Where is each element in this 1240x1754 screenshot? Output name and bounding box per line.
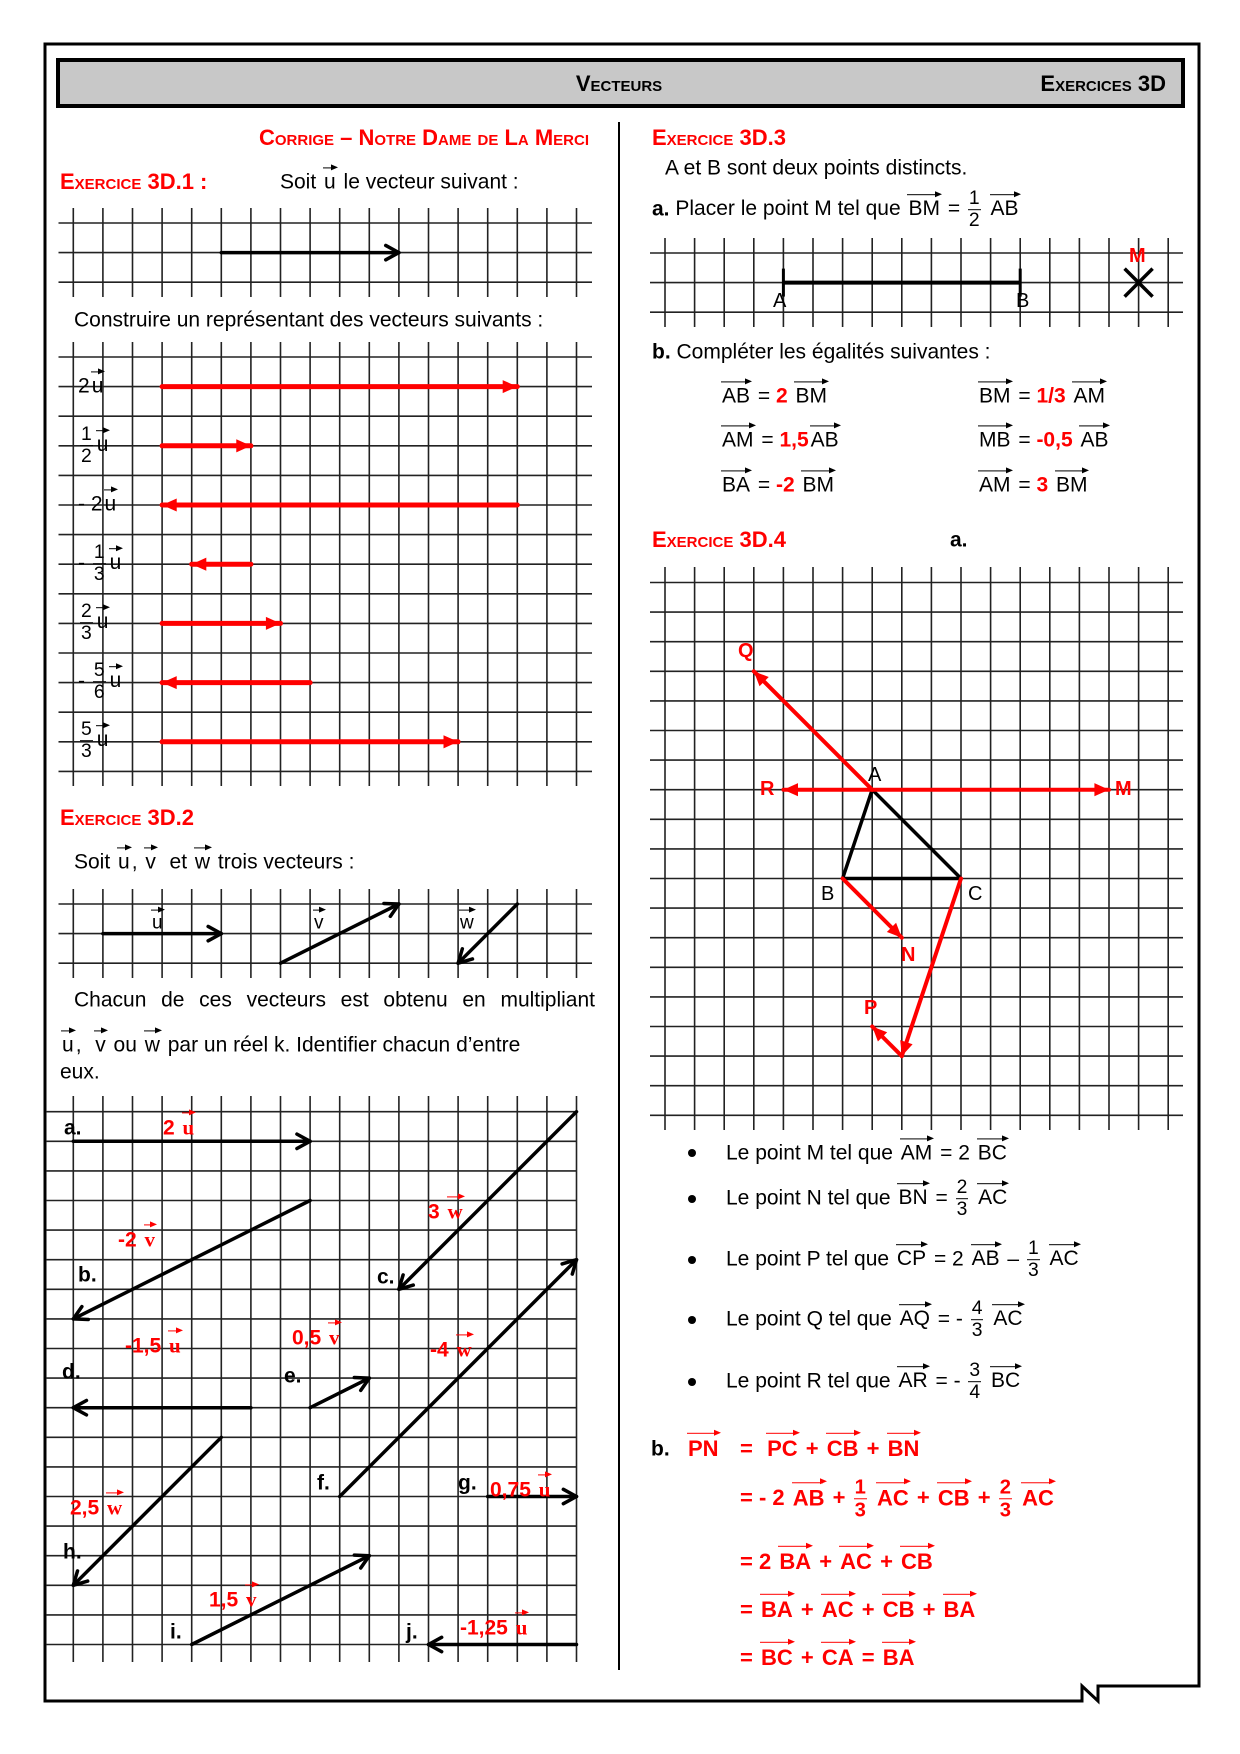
answer-label [125,1333,183,1358]
bullet-item [726,1178,1009,1220]
vector-label: BM [908,197,940,221]
point-p-label: P [864,997,878,1019]
derivation-line [740,1549,935,1575]
vector-label: u [62,1033,74,1057]
text: Le point Q tel que [726,1307,898,1331]
numerator: 1 [81,424,92,446]
text: + [860,1435,886,1461]
text: + [873,1548,900,1574]
vector-label: AB [1080,428,1109,452]
equality [977,383,1107,408]
numerator: 5 [93,660,105,682]
denominator: 3 [81,741,92,763]
question-a-text [669,188,1021,232]
numerator: 1 [1027,1238,1039,1260]
answer-value: -2 [775,473,795,497]
vector-label: u [538,1477,551,1502]
answer-label [490,1477,552,1502]
text: + [794,1596,820,1622]
construction-arrow-head [266,617,281,630]
point-b-label: B [1016,290,1030,312]
text: + [971,1484,997,1510]
answer-coefficient: -1,5 [125,1334,162,1358]
vector-label: v [95,1033,106,1057]
vector-label: CB [882,1596,915,1622]
vector-label: AM [722,428,754,452]
answer-coefficient: 3 [428,1200,440,1224]
vector-label: BC [991,1369,1021,1393]
numerator: 2 [956,1177,968,1199]
text: = 2 [928,1247,970,1271]
text: Le point R tel que [726,1369,897,1393]
answer-letter: j. [406,1620,418,1644]
answer-coefficient: 1,5 [209,1588,239,1612]
vector-label: u [109,551,122,575]
vector-label: u [109,669,122,693]
text: = - [931,1307,969,1331]
vector-label: w [194,850,211,874]
ex2-title: Exercice 3D.2 [60,804,194,830]
text: Le point N tel que [726,1186,897,1210]
equality [977,427,1110,452]
text: trois vecteurs : [212,850,355,874]
bullet-icon [688,1316,696,1324]
bullet-icon [688,1256,696,1264]
text: + [855,1596,881,1622]
denominator: 3 [81,623,92,645]
ex1-instruction: Construire un représentant des vecteurs suivants : [74,308,544,332]
answer-label [428,1199,465,1224]
answer-value: -0,5 [1036,428,1073,452]
text: = - [929,1369,967,1393]
ex1-intro [280,169,519,194]
vector-label: v [144,1227,156,1252]
vector-label: BM [795,384,827,408]
fraction [956,1178,969,1220]
question-a-label: a. [652,197,670,221]
vector-label: v [145,850,156,874]
answer-label [430,1337,474,1362]
vector-label: u [515,1615,528,1640]
corrige-heading: Corrige – Notre Dame de La Merci [258,124,589,150]
ex1-row-label [78,491,118,516]
vector-label: u [118,850,130,874]
text: = [855,1644,881,1670]
vector-label: CA [821,1644,854,1670]
fraction [80,602,93,644]
vector-label: v [246,1587,257,1612]
numerator: 3 [969,1360,981,1382]
question-b-label: b. [652,340,671,364]
vector-label: w [456,1337,472,1362]
text: = [755,428,780,452]
fraction [999,1477,1012,1520]
text: Soit [74,850,117,874]
vector-am-arrow-head [1094,783,1109,796]
vector-label: BA [722,473,751,497]
text: = [740,1644,759,1670]
header-code: Exercices 3D [1040,70,1166,96]
bullet-icon [688,1195,696,1203]
numerator: 1 [854,1476,866,1499]
ex1-row-label [78,373,105,398]
vector-label: AC [1022,1484,1054,1510]
vector-label: AR [898,1369,928,1393]
ex3-intro: A et B sont deux points distincts. [665,156,968,180]
answer-value: 1/3 [1036,384,1066,408]
vector-label: CB [937,1484,970,1510]
answer-label [460,1615,529,1640]
header-title: Vecteurs [575,70,663,96]
base-vector-u-label [150,913,165,936]
vector-label: v [314,912,324,934]
text: = 2 [740,1548,778,1574]
answer-label [118,1227,157,1252]
fraction [80,425,93,467]
ex1-row-label [78,543,123,585]
vector-label: w [447,1199,463,1224]
answer-coefficient: -1,25 [460,1616,508,1640]
text: - 2 [78,492,103,516]
text: + [813,1548,839,1574]
vector-label: u [96,433,109,457]
text: – [1001,1247,1025,1271]
answer-coefficient: -2 [118,1228,137,1252]
point-b-label: B [821,883,835,905]
vector-label: MB [979,428,1011,452]
vector-label: u [169,1333,181,1358]
text: + [916,1596,942,1622]
vector-label: BM [1055,473,1088,497]
construction-arrow-head [192,558,207,571]
text: = [752,384,776,408]
vector-label: BN [887,1435,920,1461]
vector-label: AB [990,197,1019,221]
text: - [78,669,91,693]
vector-label: BM [979,384,1011,408]
vector-label: v [329,1325,340,1350]
text: + [799,1435,825,1461]
equality [720,472,836,497]
point-q-label: Q [738,640,754,662]
construction-arrow-head [162,676,177,689]
text: Soit [280,170,323,194]
point-a-label: A [773,290,787,312]
vector-label: AC [993,1307,1023,1331]
fraction [854,1477,867,1520]
vector-label: BC [760,1644,793,1670]
numerator: 4 [971,1298,983,1320]
text: 2 [78,374,90,398]
vector-label: w [460,912,474,934]
ex2-paragraph-line2 [60,1032,595,1057]
vector-label: AC [1049,1247,1079,1271]
construction-arrow-head [162,498,177,511]
vector-label: AC [840,1548,872,1574]
equality [977,472,1089,497]
derivation-line [740,1436,921,1462]
ex1-row-label [78,661,123,703]
text: par un réel k. Identifier chacun d’entre [161,1033,521,1057]
vector-label: u [96,728,109,752]
text: = - 2 [740,1484,791,1510]
construction-arrow-head [236,439,251,452]
answer-label [209,1587,259,1612]
answer-letter: g. [458,1471,477,1495]
text: + [794,1644,820,1670]
denominator: 3 [999,1499,1011,1522]
vector-ar-arrow-head [783,783,798,796]
vector-label: u [104,492,117,516]
ex1-row-label [78,425,110,467]
vector-label: AB [792,1484,825,1510]
denominator: 3 [1027,1260,1039,1282]
answer-value: 3 [1036,473,1049,497]
ex1-title: Exercice 3D.1 : [60,168,208,194]
denominator: 3 [956,1199,968,1221]
text: et [157,850,193,874]
derivation-line [740,1645,916,1671]
answer-coefficient: 2 [163,1116,175,1140]
vector-label: BC [977,1141,1007,1165]
vector-label: BA [882,1644,915,1670]
base-vector-w-label [458,913,476,936]
answer-label [292,1325,342,1350]
derivation-line [740,1597,977,1623]
answer-value: 2 [775,384,788,408]
fraction [968,189,981,231]
vector-label: AB [722,384,751,408]
vector-label: u [96,610,109,634]
answer-label [163,1115,196,1140]
ex3-title: Exercice 3D.3 [652,124,786,150]
vector-label: AQ [899,1307,930,1331]
answer-letter: b. [78,1263,97,1287]
numerator: 2 [81,601,92,623]
bullet-item [726,1140,1009,1165]
fraction [80,720,93,762]
vector-label: AM [900,1141,933,1165]
text: , [131,850,144,874]
derivation-line [740,1477,1056,1520]
vector-label: CB [826,1435,859,1461]
ex4-b-lhs [686,1436,721,1462]
answer-letter: i. [170,1620,182,1644]
denominator: 3 [93,564,105,586]
point-n-label: N [901,944,916,966]
question-b-text: Compléter les égalités suivantes : [670,340,991,364]
ex2-paragraph-line3: eux. [60,1060,100,1084]
text: ou [107,1033,143,1057]
denominator: 6 [93,682,105,704]
text: = [752,473,776,497]
bullet-item [726,1299,1025,1341]
vector-label: CP [896,1247,927,1271]
construction-arrow-head [443,735,458,748]
ex4-question-a-label: a. [950,528,968,552]
vector-label: u [182,1115,195,1140]
text: + [910,1484,936,1510]
point-c-label: C [968,883,983,905]
text: le vecteur suivant : [337,170,519,194]
bullet-icon [688,1378,696,1386]
answer-coefficient: 2,5 [70,1496,100,1520]
ex1-row-label [78,720,110,762]
vector-label: u [152,912,163,934]
text: = [1012,428,1037,452]
base-vector-v-label [312,913,326,936]
vector-label: AM [979,473,1011,497]
text: = [941,197,966,221]
ex4-title: Exercice 3D.4 [652,526,786,552]
text: Le point M tel que [726,1141,899,1165]
vector-label: AC [978,1186,1008,1210]
fraction [93,543,106,585]
answer-letter: a. [64,1116,82,1140]
denominator: 3 [971,1320,983,1342]
ex2-paragraph-line1: Chacun de ces vecteurs est obtenu en multipliant [74,988,595,1012]
vector-label: PN [688,1435,719,1461]
text: Le point P tel que [726,1247,895,1271]
text: = [929,1186,954,1210]
vector-label: AC [821,1596,854,1622]
equality [720,383,829,408]
vector-label: u [91,374,104,398]
denominator: 4 [969,1382,981,1404]
text: Placer le point M tel que [669,197,907,221]
answer-letter: h. [63,1540,82,1564]
vector-label: PC [767,1435,798,1461]
answer-coefficient: 0,5 [292,1326,322,1350]
construction-arrow-head [503,380,518,393]
denominator: 2 [968,210,980,232]
denominator: 2 [81,446,92,468]
answer-coefficient: -4 [430,1338,449,1362]
text: + [826,1484,852,1510]
numerator: 5 [81,719,92,741]
answer-coefficient: 0,75 [490,1478,531,1502]
text: - [78,551,91,575]
fraction [1027,1239,1040,1281]
numerator: 2 [999,1476,1011,1499]
equality [720,427,841,452]
ex3-question-b [652,339,991,364]
numerator: 1 [93,542,105,564]
fraction [971,1299,984,1341]
vector-label: w [107,1495,123,1520]
text: = [1012,473,1037,497]
answer-letter: e. [284,1364,302,1388]
vector-label: BA [779,1548,812,1574]
ex1-row-label [78,602,110,644]
ex2-intro [74,849,354,874]
answer-label [70,1495,124,1520]
ex4-question-b-label: b. [651,1437,670,1461]
point-m-label: M [1115,778,1132,800]
answer-letter: c. [377,1265,395,1289]
fraction [93,661,106,703]
vector-label: AB [810,428,839,452]
vector-label: AC [877,1484,909,1510]
vector-label: u [324,170,336,194]
ex3-question-a [652,189,1021,231]
vector-label: AM [1073,384,1105,408]
point-m-label: M [1129,245,1146,267]
text: , [75,1033,94,1057]
answer-value: 1,5 [779,428,809,452]
vector-label: BM [802,473,834,497]
bullet-icon [688,1149,696,1157]
text: = [740,1435,766,1461]
answer-letter: d. [62,1360,81,1384]
text: = 2 [934,1141,976,1165]
point-r-label: R [760,778,775,800]
bullet-item [726,1239,1081,1281]
vector-label: BA [760,1596,793,1622]
denominator: 3 [854,1499,866,1522]
fraction [968,1361,981,1403]
vector-label: BA [943,1596,976,1622]
vector-label: BN [898,1186,928,1210]
text: = [740,1596,759,1622]
vector-label: AB [971,1247,1000,1271]
bullet-item [726,1361,1022,1403]
numerator: 1 [968,188,980,210]
point-a-label: A [868,764,882,786]
vector-label: w [144,1033,160,1057]
vector-label: CB [901,1548,933,1574]
text: = [1012,384,1037,408]
answer-letter: f. [317,1471,330,1495]
